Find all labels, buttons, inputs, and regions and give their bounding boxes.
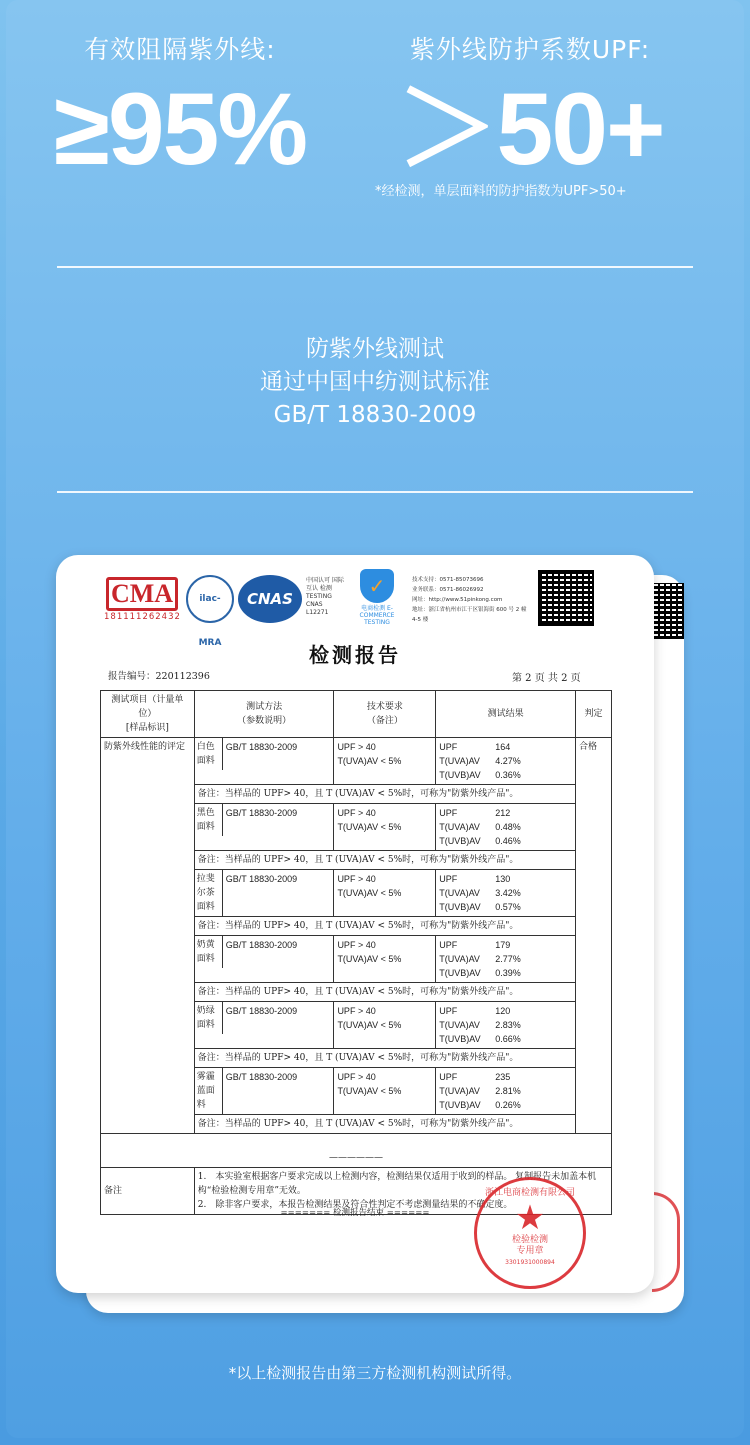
uva-value: 4.27% [495,756,521,766]
test-method: GB/T 18830-2009 [225,742,298,752]
note-text: 备注：当样品的 UPF> 40，且 T (UVA)AV < 5%时，可称为"防紫外线产品"。 [194,1049,575,1068]
test-method: GB/T 18830-2009 [225,940,298,950]
result: UPF 212 T(UVA)AV 0.48% T(UVB)AV 0.46% [436,804,576,851]
standard-line-1: 防紫外线测试 [306,336,444,362]
upf-value: 212 [495,808,511,818]
uv-block-value: ≥95% [53,72,307,186]
uvb-value: 0.36% [495,770,521,780]
uv-block-stat [40,30,320,186]
test-method: GB/T 18830-2009 [225,808,298,818]
uvb-value: 0.66% [495,1034,521,1044]
header-method: 测试方法 （参数说明） [194,691,334,738]
requirement: UPF > 40 T(UVA)AV < 5% [334,936,436,983]
report-card [56,555,654,1293]
upf-note: *经检测，单层面料的防护指数为UPF>50+ [375,184,627,199]
standard-line-3: GB/T 18830-2009 [273,402,477,428]
cma-code: 181111262432 [104,612,181,622]
note-text: 备注：当样品的 UPF> 40，且 T (UVA)AV < 5%时，可称为"防紫外线产品"。 [194,983,575,1002]
table-row [101,738,612,785]
stamp-sub2: 专用章 [516,1246,544,1256]
uva-value: 2.77% [495,954,521,964]
report-table [100,690,612,1215]
upf-value: 235 [495,1072,511,1082]
contact-info: 技术支持：0571-85073696 业务联系：0571-86026992 网址：http://www.51pinkong.com 地址：浙江省杭州市江干区银海街 600 号 2 幢 4-5 楼 [412,577,527,623]
remarks-label: 备注 [101,1168,195,1215]
qr-code [538,570,594,626]
sample-name: 拉斐尔茶面料 [195,870,223,916]
header-verdict: 判定 [576,691,612,738]
stamp-sub1: 检验检测 [511,1235,548,1245]
sample-and-method [194,804,334,851]
report-end: ======= 检测报告结束 ====== [280,1208,430,1218]
uva-value: 2.81% [495,1086,521,1096]
test-method: GB/T 18830-2009 [225,1006,298,1016]
note-text: 备注：当样品的 UPF> 40，且 T (UVA)AV < 5%时，可称为"防紫外线产品"。 [194,917,575,936]
requirement: UPF > 40 T(UVA)AV < 5% [334,738,436,785]
report-page: 第 2 页 共 2 页 [512,673,581,684]
requirement: UPF > 40 T(UVA)AV < 5% [334,804,436,851]
uva-value: 0.48% [495,822,521,832]
stamp-code: 3301931000894 [505,1259,555,1266]
divider [57,266,693,268]
note-text: 备注：当样品的 UPF> 40，且 T (UVA)AV < 5%时，可称为"防紫外线产品"。 [194,785,575,804]
footnote: *以上检测报告由第三方检测机构测试所得。 [228,1364,522,1382]
requirement: UPF > 40 T(UVA)AV < 5% [334,1068,436,1115]
sample-and-method [194,1002,334,1049]
upf-value: 120 [495,1006,511,1016]
upf-value: 164 [495,742,511,752]
table-header-row [101,691,612,738]
header-item: 测试项目（计量单位） [样品标识] [101,691,195,738]
item-name: 防紫外线性能的评定 [101,738,195,1134]
uvb-value: 0.57% [495,902,521,912]
cnas-logo: CNAS [238,575,302,623]
upf-value: 130 [495,874,511,884]
upf-value: ＞50+ [396,72,664,186]
result: UPF 235 T(UVA)AV 2.81% T(UVB)AV 0.26% [436,1068,576,1115]
star-icon: ★ [514,1198,546,1238]
uvb-value: 0.46% [495,836,521,846]
stamp-back [652,1192,680,1292]
result: UPF 130 T(UVA)AV 3.42% T(UVB)AV 0.57% [436,870,576,917]
qr-code-back [652,583,684,639]
sample-name: 黑色面料 [195,804,223,836]
shield-check-icon: ✓ [360,569,394,603]
header-result: 测试结果 [436,691,576,738]
test-method: GB/T 18830-2009 [225,1072,298,1082]
report-number: 报告编号：220112396 [108,671,210,682]
shield-logo [352,569,402,625]
sample-and-method [194,870,334,917]
note-text: 备注：当样品的 UPF> 40，且 T (UVA)AV < 5%时，可称为"防紫外线产品"。 [194,1115,575,1134]
verdict: 合格 [576,738,612,1134]
uvb-value: 0.26% [495,1100,521,1110]
note-text: 备注：当样品的 UPF> 40，且 T (UVA)AV < 5%时，可称为"防紫外线产品"。 [194,851,575,870]
upf-stat [380,30,680,186]
sample-and-method [194,1068,334,1115]
shield-label: 电商检测 E-COMMERCE TESTING [359,605,395,626]
result: UPF 164 T(UVA)AV 4.27% T(UVB)AV 0.36% [436,738,576,785]
result: UPF 179 T(UVA)AV 2.77% T(UVB)AV 0.39% [436,936,576,983]
sample-name: 奶绿面料 [195,1002,223,1034]
header-requirement: 技术要求 （备注） [334,691,436,738]
sample-and-method [194,738,334,785]
cert-text: 中国认可 国际互认 检测 TESTING CNAS L12271 [306,577,344,616]
official-stamp [474,1177,586,1289]
uva-value: 3.42% [495,888,521,898]
requirement: UPF > 40 T(UVA)AV < 5% [334,1002,436,1049]
report-title: 检测报告 [309,643,401,667]
sample-and-method [194,936,334,983]
upf-label: 紫外线防护系数UPF: [409,35,651,64]
requirement: UPF > 40 T(UVA)AV < 5% [334,870,436,917]
upf-value: 179 [495,940,511,950]
ilac-logo: ilac-MRA [186,575,234,623]
uvb-value: 0.39% [495,968,521,978]
uv-block-label: 有效阻隔紫外线: [84,35,276,64]
uva-value: 2.83% [495,1020,521,1030]
sample-name: 雾霾蓝面料 [195,1068,223,1114]
remarks-text: 1. 本实验室根据客户要求完成以上检测内容，检测结果仅适用于收到的样品。 复制报告未加盖本机构“检验检测专用章”无效。 2. 除非客户要求，本报告检测结果及符合性判定不考虑测量结果的不确定度。 [194,1168,611,1215]
cma-logo: CMA [106,577,178,611]
test-method: GB/T 18830-2009 [225,874,298,884]
standard-line-2: 通过中国中纺测试标准 [260,369,490,395]
sample-name: 白色面料 [195,738,223,770]
sample-name: 奶黄面料 [195,936,223,968]
stamp-company: 浙江电商检测有限公司 [484,1188,575,1198]
standard-block [0,333,750,432]
table-empty-row: —————— [101,1134,612,1168]
divider [57,491,693,493]
result: UPF 120 T(UVA)AV 2.83% T(UVB)AV 0.66% [436,1002,576,1049]
